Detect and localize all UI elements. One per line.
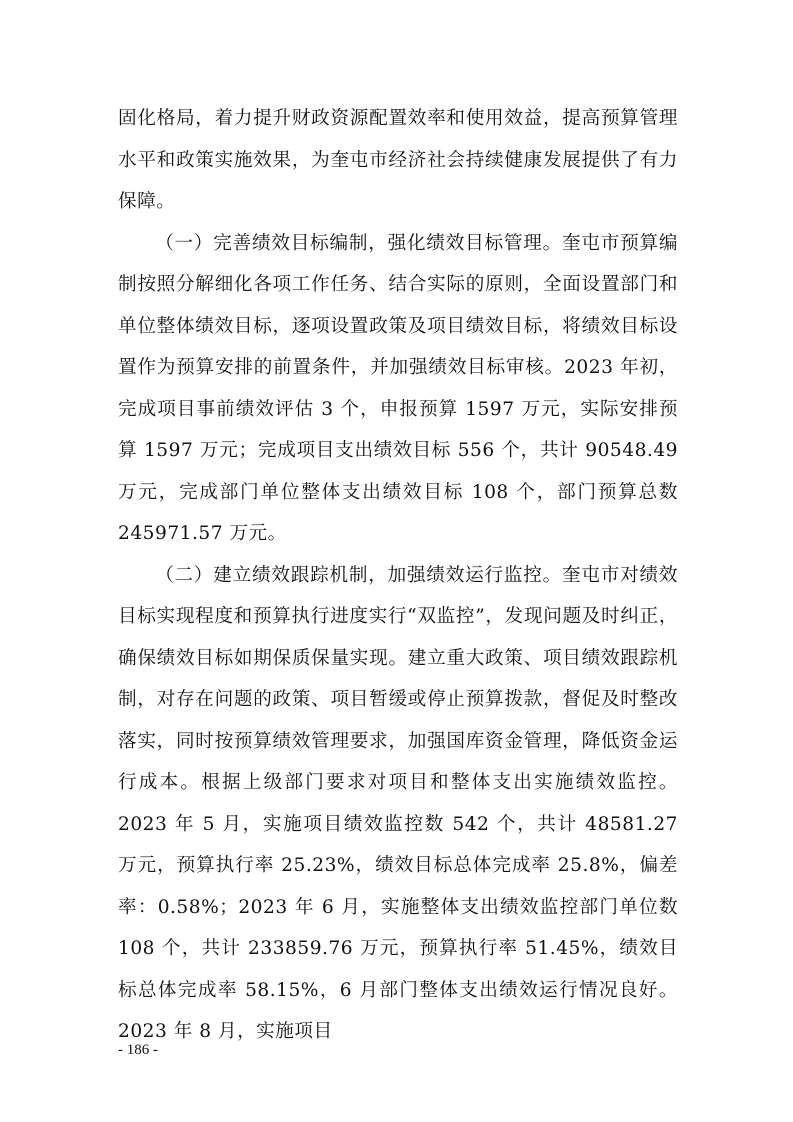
paragraph-continuation: 固化格局，着力提升财政资源配置效率和使用效益，提高预算管理水平和政策实施效果，为奎屯市经济社会持续健康发展提供了有力保障。 [118, 108, 678, 212]
body-text [118, 98, 678, 1053]
page-number: - 186 - [118, 1042, 158, 1058]
paragraph-performance-monitoring: （二）建立绩效跟踪机制，加强绩效运行监控。奎屯市对绩效目标实现程度和预算执行进度实行“双监控”，发现问题及时纠正，确保绩效目标如期保质保量实现。建立重大政策、项目绩效跟踪机制，对存在问题的政策、项目暂缓或停止预算拨款，督促及时整改落实，同时按预算绩效管理要求，加强国库资金管理，降低资金运行成本。根据上级部门要求对项目和整体支出实施绩效监控。2023 年 5 月，实施项目绩效监控数 542 个，共计 48581.27 万元，预算执行率 25.23%，绩效目标总体完成率 25.8%，偏差率：0.58%；2023 年 6 月，实施整体支出绩效监控部门单位数 108 个，共计 233859.76 万元，预算执行率 51.45%，绩效目标总体完成率 58.15%，6 月部门整体支出绩效运行情况良好。2023 年 8 月，实施项目 [118, 564, 678, 1042]
paragraph-performance-goals: （一）完善绩效目标编制，强化绩效目标管理。奎屯市预算编制按照分解细化各项工作任务、结合实际的原则，全面设置部门和单位整体绩效目标，逐项设置政策及项目绩效目标，将绩效目标设置作为预算安排的前置条件，并加强绩效目标审核。2023 年初，完成项目事前绩效评估 3 个，申报预算 1597 万元，实际安排预算 1597 万元；完成项目支出绩效目标 556 个，共计 90548.49 万元，完成部门单位整体支出绩效目标 108 个，部门预算总数 245971.57 万元。 [118, 232, 678, 544]
